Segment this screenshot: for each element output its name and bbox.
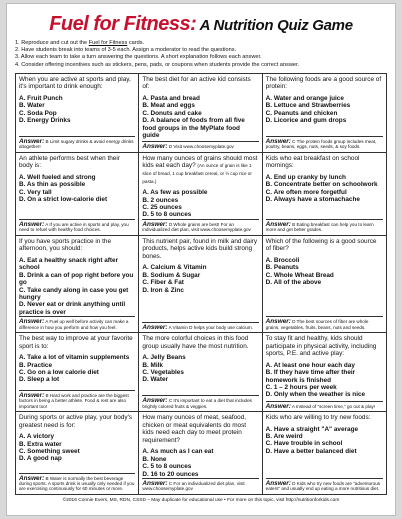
answer-option: D. Energy Drinks bbox=[19, 117, 71, 125]
answer-text: C For an individualized diet plan, visit www.choosemyplate.gov bbox=[142, 481, 245, 492]
answer-explanation bbox=[19, 219, 135, 233]
question-text: How many ounces of meat, seafood, chicken or meat equivalents do most kids need each day to meet protein requirement? bbox=[142, 414, 247, 444]
answer-label: Answer: bbox=[265, 318, 291, 326]
answer-options bbox=[19, 257, 135, 316]
answer-label: Answer: bbox=[265, 402, 291, 410]
quiz-question bbox=[19, 238, 135, 253]
answer-label: Answer: bbox=[142, 143, 168, 151]
answer-options bbox=[266, 257, 383, 287]
answer-option: C. Very tall bbox=[19, 188, 52, 196]
quiz-question bbox=[19, 335, 135, 350]
quiz-page bbox=[6, 3, 396, 516]
quiz-card bbox=[139, 412, 262, 494]
answer-options bbox=[142, 95, 258, 139]
answer-options bbox=[266, 95, 383, 125]
answer-text: B Limit sugary drinks & avoid energy drinks altogether! bbox=[19, 139, 134, 150]
answer-explanation bbox=[19, 316, 135, 330]
instructions-list bbox=[15, 40, 387, 69]
quiz-question bbox=[142, 76, 258, 91]
instruction-card-name: Fuel for Fitness bbox=[88, 40, 128, 46]
answer-option: A. Fruit Punch bbox=[19, 95, 63, 102]
answer-label: Answer: bbox=[265, 220, 291, 228]
answer-option: A. At least one hour each day bbox=[265, 361, 355, 369]
answer-option: B. Water bbox=[19, 102, 45, 110]
answer-options bbox=[266, 362, 383, 399]
question-text: When you are active at sports and play, it's important to drink enough: bbox=[19, 75, 131, 91]
answer-text: A Vitamin D helps your body use calcium. bbox=[168, 324, 254, 330]
answer-option: C. Have trouble in school bbox=[265, 440, 343, 448]
answer-label: Answer: bbox=[19, 138, 45, 146]
answer-option: C. Soda Pop bbox=[19, 109, 57, 117]
answer-option: B. As thin as possible bbox=[19, 181, 86, 189]
quiz-card bbox=[263, 153, 386, 236]
answer-option: D. 5 to 8 ounces bbox=[142, 211, 192, 219]
instruction-item bbox=[15, 54, 387, 61]
answer-option: D. A balance of foods from all five food groups in the MyPlate food guide bbox=[142, 117, 245, 140]
answer-label: Answer: bbox=[19, 391, 45, 399]
question-text: The best way to improve at your favorite sport is to: bbox=[19, 334, 133, 350]
quiz-card bbox=[16, 412, 139, 494]
quiz-card bbox=[16, 333, 139, 412]
answer-text: B Eating breakfast can help you to learn more and get better grades. bbox=[265, 221, 374, 233]
quiz-question bbox=[266, 414, 383, 422]
question-text: If you have sports practice in the afternoon, you should: bbox=[19, 237, 112, 253]
title-sub: A Nutrition Quiz Game bbox=[196, 17, 353, 34]
answer-option: D. All of the above bbox=[265, 279, 322, 287]
answer-option: A. A victory bbox=[19, 433, 55, 441]
answer-option: A. As few as possible bbox=[142, 189, 208, 197]
answer-option: A. Broccoli bbox=[265, 256, 300, 264]
answer-text: A Instead of "screen time," go out & play! bbox=[291, 403, 376, 409]
answer-option: C. Go on a low calorie diet bbox=[19, 368, 99, 376]
answer-explanation bbox=[142, 219, 258, 233]
quiz-question bbox=[266, 238, 383, 253]
answer-text: D Kids who try new foods are "adventurous eaters" and usually end up eating a more nutritious diet. bbox=[265, 481, 381, 492]
answer-explanation bbox=[266, 136, 383, 150]
question-text: Which of the following is a good source of fiber? bbox=[265, 237, 377, 253]
answer-option: C. Take candy along in case you get hungry bbox=[19, 286, 129, 301]
quiz-card bbox=[139, 333, 262, 412]
question-note: (An ounce of grain is like 1 slice of bread, 1 cup breakfast cereal, or ½ cup rice or pasta.) bbox=[142, 163, 252, 184]
answer-option: B. Lettuce and Strawberries bbox=[265, 102, 351, 110]
answer-explanation bbox=[142, 322, 258, 330]
quiz-card bbox=[263, 412, 386, 494]
answer-option: D. A good nap bbox=[19, 455, 62, 463]
quiz-question bbox=[142, 238, 258, 261]
answer-option: A. Water and orange juice bbox=[265, 95, 344, 102]
answer-option: B. Extra water bbox=[19, 440, 62, 448]
answer-option: C. Something sweet bbox=[19, 448, 80, 455]
quiz-question bbox=[142, 335, 258, 350]
quiz-question bbox=[142, 155, 258, 185]
answer-option: B. 2 ounces bbox=[142, 196, 179, 204]
quiz-question bbox=[142, 414, 258, 444]
instruction-text: 1. Reproduce and cut out the bbox=[15, 40, 89, 46]
answer-options bbox=[266, 426, 383, 456]
instruction-text: 2. Have students break into teams of 3-5 each. Assign a moderator to read the questions. bbox=[15, 47, 237, 54]
answer-label: Answer: bbox=[19, 318, 45, 326]
instruction-text: 4. Consider offering incentives such as stickers, pens, pads, or coupons when students provide the correct answer. bbox=[15, 61, 300, 68]
answer-option: D. On a strict low-calorie diet bbox=[19, 196, 108, 204]
answer-explanation bbox=[142, 478, 258, 492]
answer-option: D. Only when the weather is nice bbox=[265, 391, 366, 399]
answer-option: A. Well fueled and strong bbox=[19, 174, 96, 182]
quiz-card bbox=[139, 153, 262, 236]
quiz-question bbox=[266, 335, 383, 358]
answer-label: Answer: bbox=[142, 397, 168, 405]
answer-explanation bbox=[266, 401, 383, 409]
answer-label: Answer: bbox=[19, 474, 45, 482]
answer-options bbox=[142, 189, 258, 219]
answer-options bbox=[19, 354, 135, 384]
question-text: The best diet for an active kid consists of: bbox=[142, 75, 251, 91]
answer-text: C The protein foods group includes meat, poultry, beans, eggs, nuts, seeds, & soy foods. bbox=[265, 139, 377, 150]
question-text: How many ounces of grains should most kids eat each day? bbox=[142, 154, 258, 170]
answer-options bbox=[142, 354, 258, 384]
answer-options bbox=[266, 174, 383, 204]
answer-explanation bbox=[266, 316, 383, 330]
answer-option: A. End up cranky by lunch bbox=[265, 174, 346, 182]
answer-text: D Visit www.choosemyplate.gov bbox=[168, 144, 234, 150]
answer-explanation bbox=[142, 141, 258, 149]
quiz-card bbox=[16, 74, 139, 153]
answer-option: B. Milk bbox=[142, 361, 163, 369]
answer-option: C. 5 to 8 ounces bbox=[142, 463, 192, 471]
answer-option: B. None bbox=[142, 455, 167, 463]
question-text: This nutrient pair, found in milk and dairy products, helps active kids build strong bones. bbox=[142, 237, 258, 260]
answer-explanation bbox=[19, 473, 135, 492]
answer-text: B Hard work and practice are the biggest factors in being a better athlete. Food & rest are also important too! bbox=[19, 392, 129, 409]
answer-option: C. Donuts and cake bbox=[142, 109, 202, 117]
answer-option: B. Meat and eggs bbox=[142, 102, 195, 110]
question-text: An athlete performs best when their body is: bbox=[19, 154, 120, 170]
answer-option: C. 25 ounces bbox=[142, 204, 182, 212]
question-text: The more colorful choices in this food group usually have the most nutrition. bbox=[142, 334, 249, 350]
answer-option: B. Practice bbox=[19, 361, 53, 369]
quiz-card bbox=[16, 153, 139, 236]
answer-explanation bbox=[142, 395, 258, 409]
copyright-footer: ©2016 Connie Evers, MS, RDN, CSSD – May duplicate for educational use • For more on this topic, visit http://nutritionforkids.com bbox=[62, 497, 340, 503]
answer-label: Answer: bbox=[142, 480, 168, 487]
answer-label: Answer: bbox=[19, 220, 45, 228]
instruction-text: 3. Allow each team to take a turn answering the questions. A short explanation follows each answer. bbox=[15, 54, 262, 61]
answer-label: Answer: bbox=[142, 220, 168, 228]
answer-option: D. Have a better balanced diet bbox=[265, 447, 357, 455]
answer-option: B. Sodium & Sugar bbox=[142, 271, 201, 279]
answer-option: B. Peanuts bbox=[265, 264, 299, 272]
answer-options bbox=[19, 95, 135, 125]
answer-text: D The best sources of fiber are whole grains, vegetables, fruits, beans, nuts and seeds. bbox=[265, 319, 369, 330]
answer-option: B. Are weird bbox=[265, 433, 303, 440]
answer-explanation bbox=[266, 478, 383, 492]
instruction-item bbox=[15, 47, 387, 54]
answer-option: C. Whole Wheat Bread bbox=[265, 271, 334, 279]
answer-option: C. Are often more forgetful bbox=[265, 188, 347, 196]
quiz-question bbox=[19, 76, 135, 91]
question-text: Kids who eat breakfast on school mornings: bbox=[265, 154, 360, 170]
quiz-question bbox=[19, 414, 135, 429]
answer-label: Answer: bbox=[265, 138, 291, 146]
title-main: Fuel for Fitness: bbox=[49, 13, 197, 35]
answer-option: D. Sleep a lot bbox=[19, 376, 60, 384]
answer-option: D. Iron & Zinc bbox=[142, 286, 184, 294]
answer-option: D. 16 to 20 ounces bbox=[142, 470, 199, 478]
answer-explanation bbox=[19, 390, 135, 409]
instruction-item bbox=[15, 40, 387, 47]
answer-option: D. Always have a stomachache bbox=[265, 196, 360, 204]
answer-option: B. If they have time after their homework is finished bbox=[265, 369, 356, 384]
question-text: Kids who are willing to try new foods: bbox=[265, 414, 371, 421]
answer-text: A Fuel up well before activity can make a difference in how you perform and how you feel. bbox=[19, 319, 129, 330]
answer-option: A. Have a straight "A" average bbox=[265, 425, 359, 433]
answer-text: B Water is normally the best beverage during sports. A sports drink is usually only needed if you are exercising continuously for 60 minutes or more. bbox=[19, 475, 135, 492]
answer-options bbox=[19, 433, 135, 463]
answer-option: A. Take a lot of vitamin supplements bbox=[19, 354, 130, 362]
answer-label: Answer: bbox=[142, 323, 168, 331]
answer-option: D. Licorice and gum drops bbox=[265, 117, 347, 125]
answer-text: C It's important to eat a diet that includes brightly colored fruits & veggies. bbox=[142, 398, 252, 409]
answer-options bbox=[142, 264, 258, 294]
question-text: During sports or active play, your body's greatest need is for: bbox=[19, 414, 132, 429]
answer-explanation bbox=[266, 219, 383, 233]
answer-text: A If you are active in sports and play, you need to refuel with healthy food choices. bbox=[19, 221, 129, 233]
answer-option: A. Pasta and bread bbox=[142, 95, 200, 102]
answer-option: C. Vegetables bbox=[142, 368, 184, 376]
answer-option: A. Jelly Beans bbox=[142, 354, 186, 362]
answer-option: B. Drink a can of pop right before you go bbox=[19, 271, 134, 287]
instruction-item bbox=[15, 62, 387, 69]
quiz-question bbox=[266, 76, 383, 91]
question-text: To stay fit and healthy, kids should participate in physical activity, including sports, P.E. and active play: bbox=[265, 334, 377, 358]
answer-options bbox=[142, 448, 258, 478]
answer-label: Answer: bbox=[265, 480, 291, 487]
quiz-card bbox=[263, 236, 386, 333]
quiz-card-grid bbox=[15, 73, 387, 495]
answer-explanation bbox=[19, 136, 135, 150]
quiz-card bbox=[16, 236, 139, 333]
quiz-card bbox=[263, 74, 386, 153]
question-text: The following foods are a good source of protein: bbox=[265, 75, 382, 91]
answer-option: A. Calcium & Vitamin bbox=[142, 264, 207, 272]
answer-option: D. Water bbox=[142, 376, 169, 384]
quiz-card bbox=[263, 333, 386, 412]
answer-option: D. Never eat or drink anything until practice is over bbox=[19, 301, 126, 316]
answer-option: A. Eat a healthy snack right after school bbox=[19, 256, 119, 272]
answer-option: B. Concentrate better on schoolwork bbox=[265, 181, 378, 189]
answer-option: C. Peanuts and chicken bbox=[265, 109, 338, 117]
answer-options bbox=[19, 174, 135, 204]
instruction-text-end: cards. bbox=[127, 40, 145, 46]
answer-option: C. Fiber & Fat bbox=[142, 279, 184, 287]
quiz-card bbox=[139, 74, 262, 153]
quiz-question bbox=[266, 155, 383, 170]
answer-option: C. 1 – 2 hours per week bbox=[265, 383, 337, 391]
page-title bbox=[15, 10, 387, 38]
quiz-question bbox=[19, 155, 135, 170]
quiz-card bbox=[139, 236, 262, 333]
answer-text: D Whole grains are best! For an individualized diet plan, visit www.choosemyplate.gov bbox=[142, 221, 251, 233]
answer-option: A. As much as I can eat bbox=[142, 448, 214, 456]
